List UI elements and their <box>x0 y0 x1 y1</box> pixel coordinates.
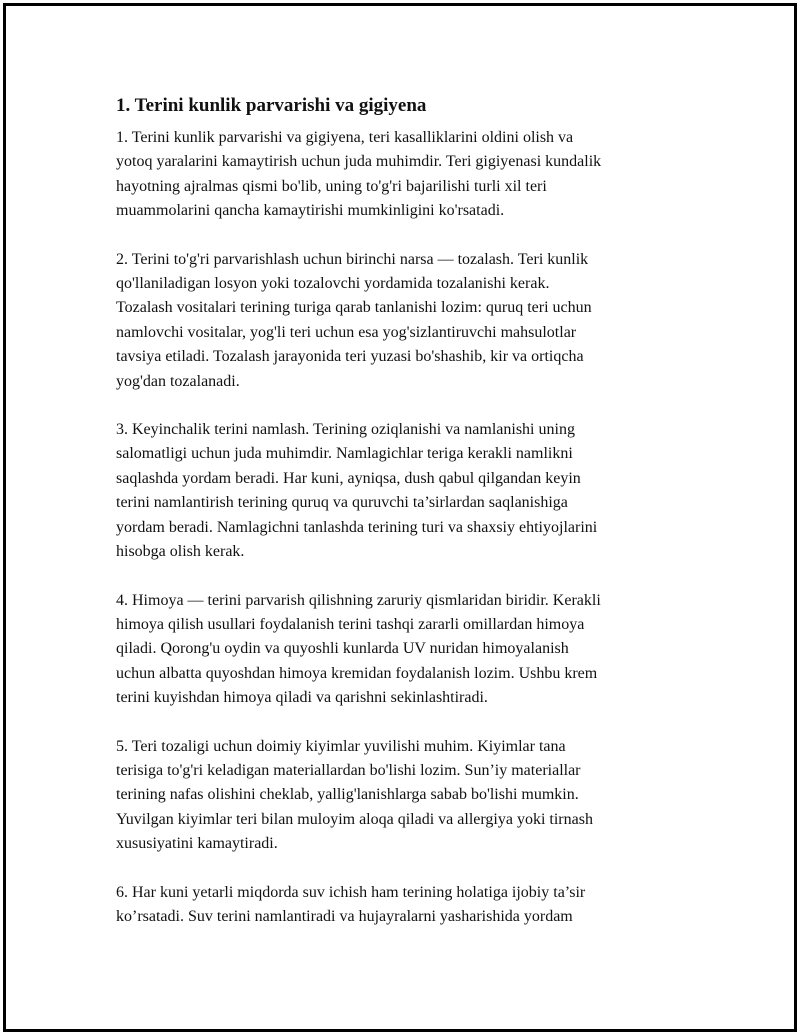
document-title: 1. Terini kunlik parvarishi va gigiyena <box>116 95 427 116</box>
paragraph-line: tavsiya etiladi. Tozalash jarayonida teri yuzasi bo'shashib, kir va ortiqcha <box>116 348 584 366</box>
paragraph-line: 3. Keyinchalik terini namlash. Terining oziqlanishi va namlanishi uning <box>116 421 575 439</box>
paragraph-line: qiladi. Qorong'u oydin va quyoshli kunlarda UV nuridan himoyalanish <box>116 640 569 658</box>
paragraph-line: Yuvilgan kiyimlar teri bilan muloyim aloqa qiladi va allergiya yoki tirnash <box>116 810 593 828</box>
paragraph-line: hisobga olish kerak. <box>116 543 245 561</box>
paragraph-line: yordam beradi. Namlagichni tanlashda terining turi va shaxsiy ehtiyojlarini <box>116 518 598 536</box>
paragraph-line: qo'llaniladigan losyon yoki tozalovchi yordamida tozalanishi kerak. <box>116 275 550 293</box>
paragraph-line: 4. Himoya — terini parvarish qilishning zaruriy qismlaridan biridir. Kerakli <box>116 591 601 609</box>
paragraph-line: salomatligi uchun juda muhimdir. Namlagichlar teriga kerakli namlikni <box>116 445 573 463</box>
paragraph-line: ko’rsatadi. Suv terini namlantiradi va hujayralarni yasharishida yordam <box>116 907 573 925</box>
paragraph-line: namlovchi vositalar, yog'li teri uchun esa yog'sizlantiruvchi mahsulotlar <box>116 323 577 341</box>
paragraph-line: saqlashda yordam beradi. Har kuni, ayniqsa, dush qabul qilgandan keyin <box>116 469 581 487</box>
paragraph-2 <box>116 248 686 394</box>
paragraph-6 <box>116 881 686 930</box>
paragraph-line: 2. Terini to'g'ri parvarishlash uchun birinchi narsa — tozalash. Teri kunlik <box>116 250 589 268</box>
paragraph-line: himoya qilish usullari foydalanish terini tashqi zararli omillardan himoya <box>116 615 585 633</box>
paragraph-line: xususiyatini kamaytiradi. <box>116 835 278 853</box>
paragraph-line: uchun albatta quyoshdan himoya kremidan foydalanish lozim. Ushbu krem <box>116 664 598 682</box>
paragraph-line: 6. Har kuni yetarli miqdorda suv ichish ham terining holatiga ijobiy ta’sir <box>116 883 586 901</box>
document-body <box>116 94 686 953</box>
paragraph-1 <box>116 126 686 224</box>
paragraph-4 <box>116 589 686 711</box>
paragraph-line: Tozalash vositalari terining turiga qarab tanlanishi lozim: quruq teri uchun <box>116 299 592 317</box>
paragraph-line: terini namlantirish terining quruq va quruvchi ta’sirlardan saqlanishiga <box>116 494 568 512</box>
paragraph-line: yog'dan tozalanadi. <box>116 372 240 390</box>
paragraph-line: yotoq yaralarini kamaytirish uchun juda muhimdir. Teri gigiyenasi kundalik <box>116 153 602 171</box>
paragraph-line: terining nafas olishini cheklab, yallig'lanishlarga sabab bo'lishi mumkin. <box>116 786 579 804</box>
paragraph-line: muammolarini qancha kamaytirishi mumkinligini ko'rsatadi. <box>116 202 505 220</box>
paragraph-line: terisiga to'g'ri keladigan materiallardan bo'lishi lozim. Sun’iy materiallar <box>116 761 581 779</box>
paragraph-line: 1. Terini kunlik parvarishi va gigiyena, teri kasalliklarini oldini olish va <box>116 129 574 146</box>
paragraph-3 <box>116 418 686 564</box>
paragraph-line: hayotning ajralmas qismi bo'lib, uning to'g'ri bajarilishi turli xil teri <box>116 177 547 195</box>
paragraph-5 <box>116 735 686 857</box>
paragraph-line: 5. Teri tozaligi uchun doimiy kiyimlar yuvilishi muhim. Kiyimlar tana <box>116 737 566 755</box>
paragraph-line: terini kuyishdan himoya qiladi va qarishni sekinlashtiradi. <box>116 689 488 707</box>
